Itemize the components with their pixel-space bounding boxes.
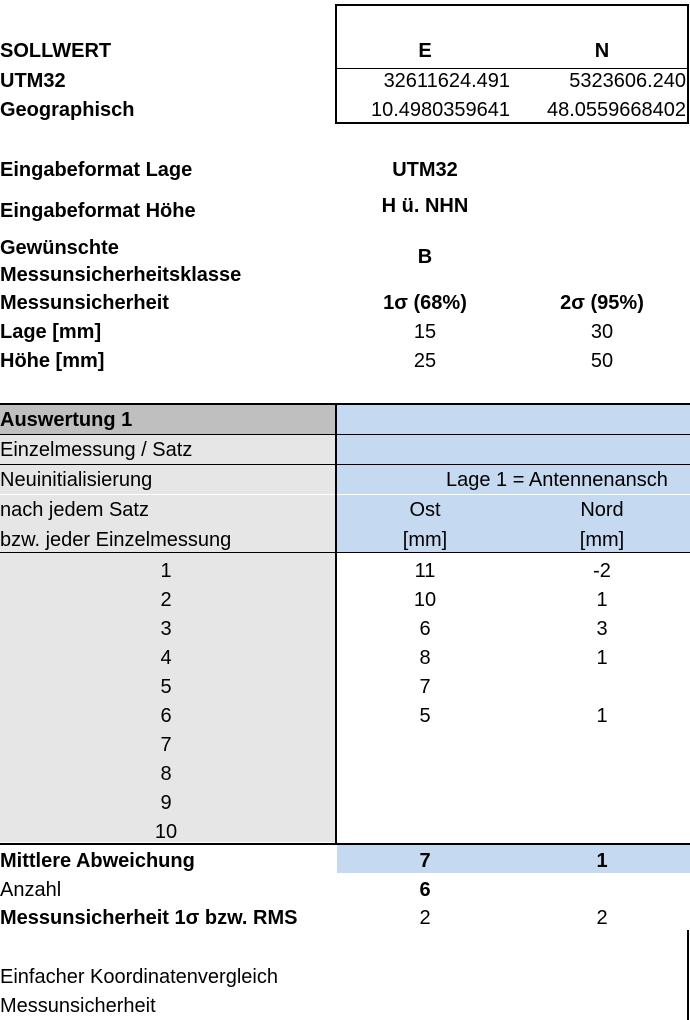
row-nord-value: 1 (596, 647, 608, 669)
mu-label: Messunsicherheit (0, 292, 169, 314)
row-ost-value: 11 (414, 560, 436, 582)
hoehe-2s-value: 50 (590, 350, 614, 372)
row-ost-value: 5 (419, 705, 431, 727)
mean-nord-value: 1 (596, 850, 608, 872)
box-divider (337, 68, 687, 69)
mean-deviation-label: Mittlere Abweichung (0, 850, 195, 872)
format-hoehe-value: H ü. NHN (381, 195, 469, 217)
row-number: 3 (160, 618, 172, 640)
utm-n-value: 5323606.240 (569, 70, 686, 92)
rms-label: Messunsicherheit 1σ bzw. RMS (0, 907, 298, 929)
geo-e-value: 10.4980359641 (370, 99, 510, 121)
footer-line2: Messunsicherheit (0, 995, 156, 1017)
klasse-label-line1: Gewünschte (0, 237, 119, 259)
format-lage-label: Eingabeformat Lage (0, 159, 193, 181)
geo-n-value: 48.0559668402 (546, 99, 686, 121)
row-ost-value: 10 (413, 589, 437, 611)
rms-nord-value: 2 (596, 907, 608, 929)
eval-line-1 (0, 434, 690, 435)
row-number: 5 (160, 676, 172, 698)
row-number: 8 (160, 763, 172, 785)
lage-antenna-header: Lage 1 = Antennenansch (446, 469, 668, 491)
row-number: 2 (160, 589, 172, 611)
eval-line-4 (0, 552, 690, 553)
row-number: 10 (154, 821, 178, 843)
mu-col-2sigma: 2σ (95%) (560, 292, 644, 314)
col-n-header: N (594, 40, 610, 62)
row-number: 6 (160, 705, 172, 727)
eval-line-2 (0, 464, 690, 465)
mu-col-1sigma: 1σ (68%) (383, 292, 467, 314)
row-nord-value: 3 (596, 618, 608, 640)
lage-label: Lage [mm] (0, 321, 102, 343)
row-number: 4 (160, 647, 172, 669)
format-lage-value: UTM32 (392, 159, 458, 181)
row-ost-value: 8 (419, 647, 431, 669)
col-nord-header: Nord (580, 499, 624, 521)
col-ost-unit: [mm] (402, 529, 448, 551)
reinit-line3: bzw. jeder Einzelmessung (0, 529, 232, 551)
col-e-header: E (418, 40, 432, 62)
lage-1s-value: 15 (413, 321, 437, 343)
row-ost-value: 6 (419, 618, 431, 640)
count-label: Anzahl (0, 879, 62, 901)
row-nord-value: 1 (596, 705, 608, 727)
footer-line1: Einfacher Koordinatenvergleich (0, 966, 278, 988)
col-nord-unit: [mm] (579, 529, 625, 551)
row-ost-value: 7 (419, 676, 431, 698)
hoehe-label: Höhe [mm] (0, 350, 105, 372)
mode-label: Einzelmessung / Satz (0, 439, 193, 461)
col-ost-header: Ost (409, 499, 441, 521)
klasse-value: B (417, 246, 433, 268)
sollwert-label: SOLLWERT (0, 40, 112, 62)
row-number: 7 (160, 734, 172, 756)
utm-label: UTM32 (0, 70, 66, 92)
geo-label: Geographisch (0, 99, 135, 121)
footer-right-border (687, 930, 689, 1020)
eval-bottom-border (0, 843, 690, 845)
row-nord-value: 1 (596, 589, 608, 611)
utm-e-value: 32611624.491 (383, 70, 510, 92)
mean-ost-value: 7 (419, 850, 431, 872)
hoehe-1s-value: 25 (413, 350, 437, 372)
eval-vertical-divider (335, 403, 337, 845)
lage-2s-value: 30 (590, 321, 614, 343)
row-nord-value: -2 (593, 560, 611, 582)
row-number: 1 (160, 560, 172, 582)
eval-title: Auswertung 1 (0, 409, 133, 431)
eval-line-3 (0, 494, 690, 495)
reinit-line2: nach jedem Satz (0, 499, 149, 521)
reinit-line1: Neuinitialisierung (0, 469, 153, 491)
format-hoehe-label: Eingabeformat Höhe (0, 200, 196, 222)
count-value: 6 (419, 879, 431, 901)
klasse-label-line2: Messunsicherheitsklasse (0, 264, 242, 286)
rms-ost-value: 2 (419, 907, 431, 929)
row-number: 9 (160, 792, 172, 814)
eval-top-border (0, 403, 690, 405)
